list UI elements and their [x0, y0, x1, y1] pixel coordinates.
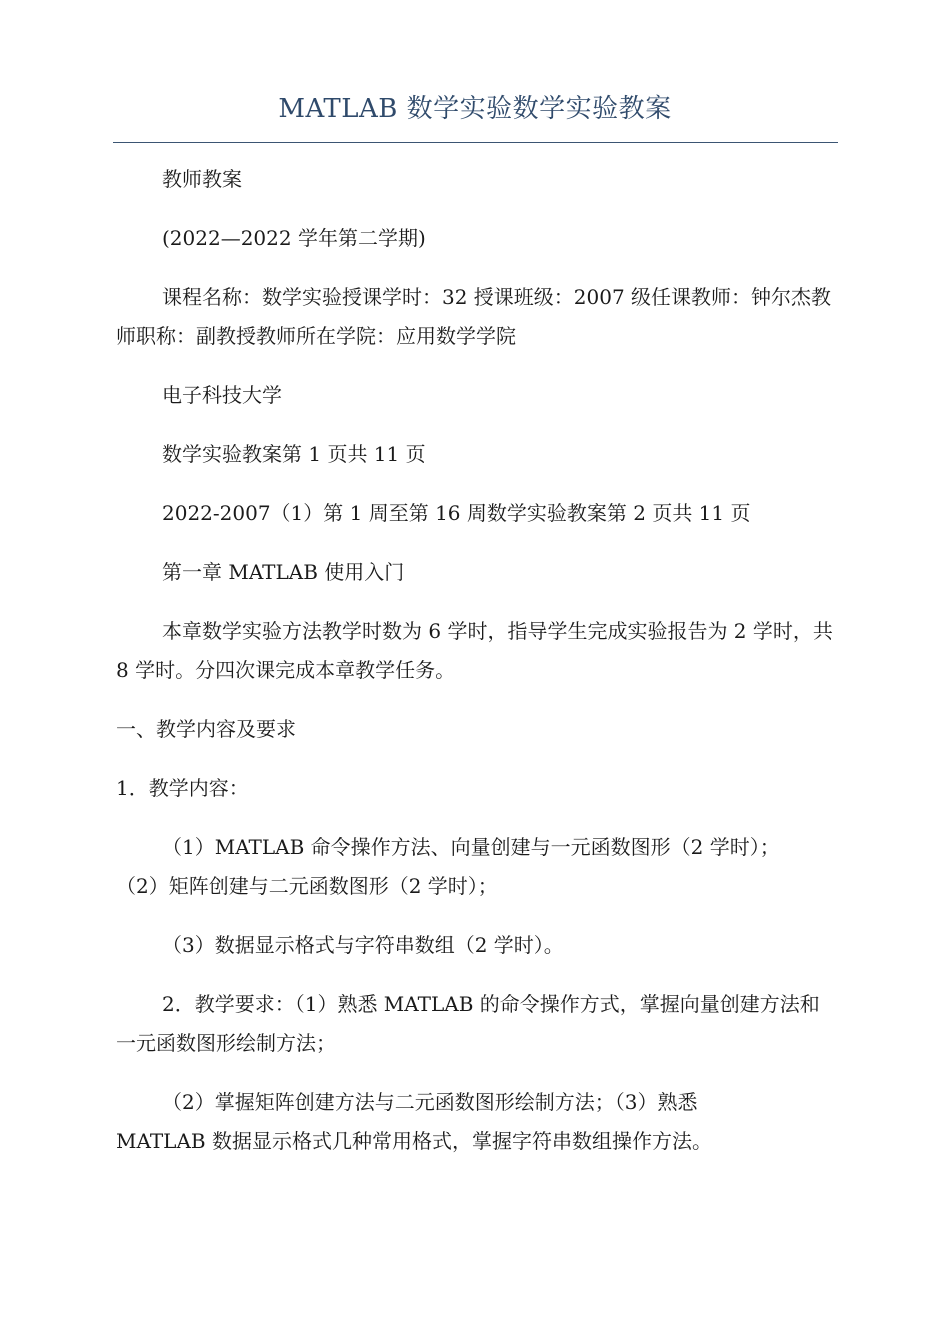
paragraph-university: 电子科技大学 [162, 383, 282, 407]
paragraph-course-info: 课程名称：数学实验授课学时：32 授课班级：2007 级任课教师：钟尔杰教师职称：副教授教师所在学院：应用数学学院 [116, 285, 832, 348]
section-heading-content: 一、教学内容及要求 [116, 717, 296, 741]
content-item-1: （1）MATLAB 命令操作方法、向量创建与一元函数图形（2 学时）； [162, 835, 780, 859]
content-item-2: （2）矩阵创建与二元函数图形（2 学时）； [116, 874, 498, 898]
content-item-3: （3）数据显示格式与字符串数组（2 学时）。 [162, 933, 564, 957]
paragraph-page-info-1: 数学实验教案第 1 页共 11 页 [162, 442, 426, 466]
paragraph-teacher-plan: 教师教案 [162, 167, 242, 191]
requirements-item-3-cont: MATLAB 数据显示格式几种常用格式，掌握字符串数组操作方法。 [116, 1129, 712, 1153]
paragraph-teaching-requirements: 2．教学要求：（1）熟悉 MATLAB 的命令操作方式，掌握向量创建方法和一元函数图形绘制方法； [116, 992, 820, 1055]
paragraph-chapter-hours: 本章数学实验方法教学时数为 6 学时，指导学生完成实验报告为 2 学时，共 8 学时。分四次课完成本章教学任务。 [116, 619, 833, 682]
chapter-heading: 第一章 MATLAB 使用入门 [162, 560, 405, 584]
subsection-teaching-content: 1．教学内容： [116, 776, 249, 800]
paragraph-semester: (2022—2022 学年第二学期) [162, 226, 426, 250]
document-title: MATLAB 数学实验数学实验教案 [278, 94, 672, 124]
paragraph-page-info-2: 2022-2007（1）第 1 周至第 16 周数学实验教案第 2 页共 11 页 [162, 501, 751, 525]
requirements-item-2-3: （2）掌握矩阵创建方法与二元函数图形绘制方法；（3）熟悉 [162, 1090, 698, 1114]
document-body [116, 160, 836, 1161]
title-divider [113, 142, 838, 143]
